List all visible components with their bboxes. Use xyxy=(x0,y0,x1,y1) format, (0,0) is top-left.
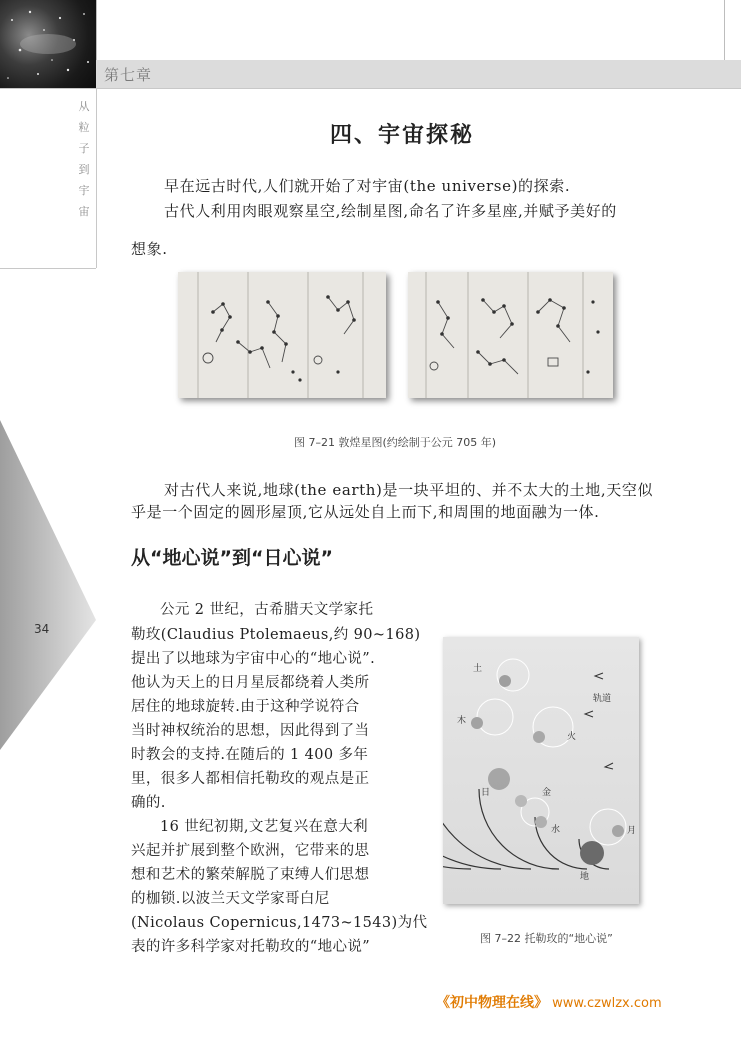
mars-marker xyxy=(533,731,545,743)
sun-label: 日 xyxy=(481,788,491,798)
mercury-marker xyxy=(535,816,547,828)
footer-watermark-link[interactable] xyxy=(436,992,662,1012)
body-line: 他认为天上的日月星辰都绕着人类所 xyxy=(131,675,370,691)
venus-label: 金 xyxy=(542,788,552,798)
figure-7-22-caption: 图 7–22 托勒玫的“地心说” xyxy=(480,932,613,945)
body-line: 勒玫(Claudius Ptolemaeus,约 90~168) xyxy=(131,627,421,643)
body-line: 当时神权统治的思想，因此得到了当 xyxy=(131,723,370,739)
side-section-label xyxy=(76,96,92,222)
mars-label: 火 xyxy=(567,732,577,742)
saturn-marker xyxy=(499,675,511,687)
geocentric-model-figure xyxy=(443,637,639,904)
side-label-char: 到 xyxy=(78,163,90,176)
intro-line-1: 早在远古时代,人们就开始了对宇宙(the universe)的探索. xyxy=(164,177,571,195)
moon-marker xyxy=(612,825,624,837)
body-line: 居住的地球旋转.由于这种学说符合 xyxy=(131,699,360,715)
side-divider xyxy=(96,88,97,268)
mercury-label: 水 xyxy=(551,825,561,835)
body-line: 提出了以地球为宇宙中心的“地心说”. xyxy=(131,651,376,667)
earth-label: 地 xyxy=(580,872,590,882)
body-line: 时教会的支持.在随后的 1 400 多年 xyxy=(131,747,369,763)
section-title: 四、宇宙探秘 xyxy=(330,122,475,148)
saturn-label: 土 xyxy=(473,664,483,674)
chapter-header-band xyxy=(96,60,741,88)
header-left-rule xyxy=(96,0,97,60)
chapter-corner-image xyxy=(0,0,96,88)
page-number: 34 xyxy=(34,622,50,636)
header-divider xyxy=(0,88,741,89)
body-line: 里，很多人都相信托勒玫的观点是正 xyxy=(131,771,370,787)
earth-marker xyxy=(580,841,604,865)
star-map-left xyxy=(178,272,386,398)
footer-url: www.czwlzx.com xyxy=(552,996,662,1011)
jupiter-label: 木 xyxy=(457,716,467,726)
side-label-char: 粒 xyxy=(78,121,90,134)
subsection-title: 从“地心说”到“日心说” xyxy=(131,547,333,569)
orbit-label: 轨道 xyxy=(593,694,612,704)
chapter-title: 第七章 xyxy=(104,66,153,84)
venus-marker xyxy=(515,795,527,807)
body-line: 16 世纪初期,文艺复兴在意大利 xyxy=(160,819,369,835)
header-right-rule xyxy=(724,0,725,60)
star-map-right xyxy=(408,272,613,398)
body-line: 公元 2 世纪，古希腊天文学家托 xyxy=(160,602,374,618)
body-line: 兴起并扩展到整个欧洲，它带来的思 xyxy=(131,843,370,859)
sun-marker xyxy=(488,768,510,790)
intro-line-2: 古代人利用肉眼观察星空,绘制星图,命名了许多星座,并赋予美好的 xyxy=(164,202,617,220)
intro-line-3: 想象. xyxy=(131,240,168,258)
figure-7-21-caption: 图 7–21 敦煌星图(约绘制于公元 705 年) xyxy=(294,436,497,449)
side-label-char: 宇 xyxy=(78,184,90,197)
side-label-char: 从 xyxy=(78,100,90,113)
earth-para-line-2: 乎是一个固定的圆形屋顶,它从远处自上而下,和周围的地面融为一体. xyxy=(131,503,600,521)
side-label-char: 宙 xyxy=(78,205,90,218)
jupiter-marker xyxy=(471,717,483,729)
side-divider-bottom xyxy=(0,268,96,269)
body-line: 表的许多科学家对托勒玫的“地心说” xyxy=(131,939,371,955)
body-line: 的枷锁.以波兰天文学家哥白尼 xyxy=(131,891,330,907)
moon-label: 月 xyxy=(627,826,637,836)
side-label-char: 子 xyxy=(78,142,90,155)
body-line: (Nicolaus Copernicus,1473~1543)为代 xyxy=(131,915,428,931)
body-line: 确的. xyxy=(131,795,166,811)
footer-site-name: 《初中物理在线》 xyxy=(436,995,548,1011)
body-line: 想和艺术的繁荣解脱了束缚人们思想 xyxy=(131,867,370,883)
earth-para-line-1: 对古代人来说,地球(the earth)是一块平坦的、并不太大的土地,天空似 xyxy=(164,481,654,499)
margin-triangle-decoration xyxy=(0,420,100,754)
